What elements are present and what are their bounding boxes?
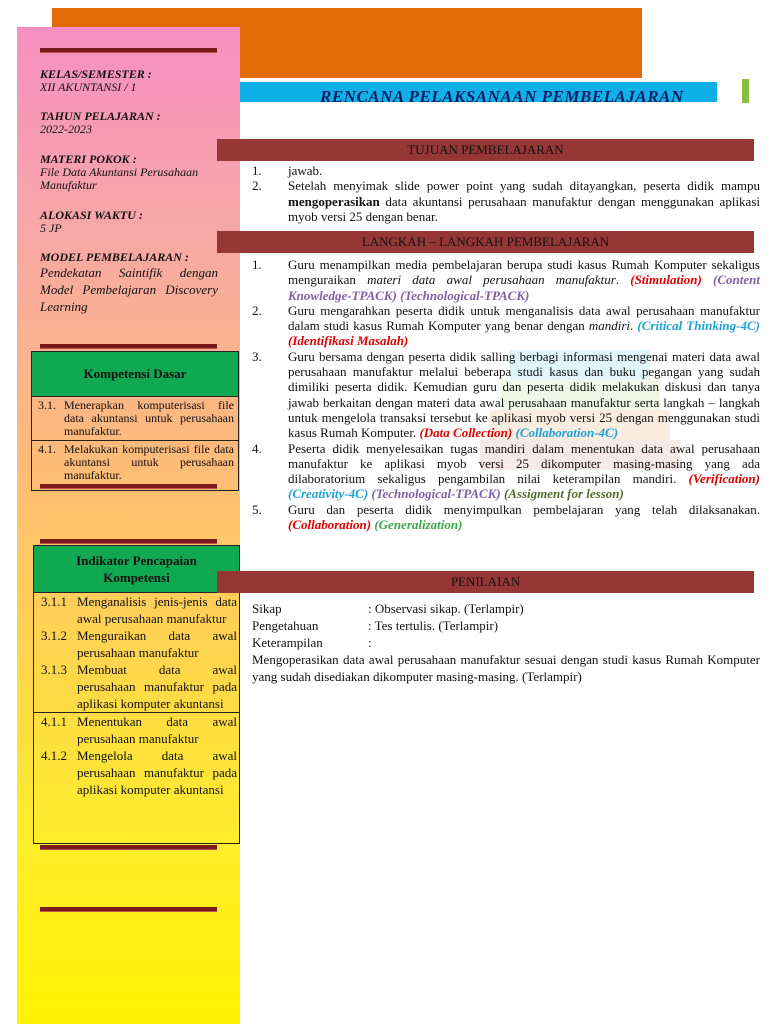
alokasi-value: 5 JP: [40, 221, 62, 235]
kelas-label: KELAS/SEMESTER :: [40, 67, 152, 81]
penilaian-note: Mengoperasikan data awal perusahaan manufaktur sesuai dengan studi kasus Rumah Komputer yang sudah disediakan dikomputer masing-masing. (Terlampir): [252, 652, 760, 684]
langkah-num: 5.: [252, 501, 262, 517]
indikator-text: Menentukan data awal perusahaan manufaktur: [77, 714, 237, 746]
kd-text: Melakukan komputerisasi file data akuntansi untuk perusahaan manufaktur.: [64, 442, 234, 482]
model-value: Pendekatan Saintifik dengan Model Pembelajaran Discovery Learning: [40, 265, 218, 314]
tag-label: (Creativity-4C): [288, 486, 369, 502]
kelas-value: XII AKUNTANSI / 1: [40, 80, 137, 94]
indikator-num: 3.1.3: [41, 662, 67, 677]
penilaian-value: : Tes tertulis. (Terlampir): [368, 618, 499, 633]
langkah-item: 2. Guru mengarahkan peserta didik untuk menganalisis data awal perusahaan manufaktur dalam studi kasus Rumah Komputer yang benar dengan mandiri. (Critical Thinking-4C) (Identifikasi Masalah): [252, 302, 760, 349]
kd-item: [32, 441, 238, 484]
indikator-item: [36, 713, 237, 747]
indikator-text: Menguraikan data awal perusahaan manufaktur: [77, 628, 237, 660]
materi-value: File Data Akuntansi Perusahaan Manufaktur: [40, 165, 199, 192]
kd-num: 4.1.: [38, 442, 56, 456]
penilaian-value: :: [368, 635, 372, 650]
tag-label: (Collaboration-4C): [515, 425, 619, 441]
tag-label: (Collaboration): [288, 517, 372, 533]
sidebar-divider: [40, 907, 217, 912]
tag-label: (Technological-TPACK): [371, 486, 501, 502]
tujuan-num: 1.: [252, 163, 262, 178]
penilaian-row: [252, 634, 760, 651]
indikator-item: [36, 593, 237, 627]
meta-tahun: [40, 110, 218, 136]
langkah-item: 4. Peserta didik menyelesaikan tugas mandiri dalam menentukan data awal perusahaan manufaktur ke aplikasi myob versi 25 dikomputer masing-masing yang ada dilaboratorium sekaligus pengambilan nilai keterampilan mandiri. (Verification) (Creativity-4C) (Technological-TPACK) (Assigment for lesson): [252, 440, 760, 502]
kd-item: [32, 397, 238, 441]
penilaian-row: [252, 600, 760, 617]
tujuan-keyword: mengoperasikan: [288, 193, 380, 209]
tag-label: (Verification): [688, 471, 760, 487]
indikator-group: [34, 713, 239, 798]
indikator-num: 3.1.2: [41, 628, 67, 643]
tag-label: (Critical Thinking-4C): [637, 318, 760, 334]
indikator-num: 4.1.2: [41, 748, 67, 763]
indikator-text: Menganalisis jenis-jenis data awal perusahaan manufaktur: [77, 594, 237, 626]
indikator-num: 4.1.1: [41, 714, 67, 729]
penilaian-key: Sikap: [252, 601, 282, 616]
sidebar-divider: [40, 539, 217, 544]
meta-materi: [40, 153, 218, 192]
tag-label: (Data Collection): [419, 425, 513, 441]
penilaian-value: : Observasi sikap. (Terlampir): [368, 601, 524, 616]
green-accent-mark: [742, 79, 749, 103]
tag-label: (Assigment for lesson): [503, 486, 624, 502]
title-bar: [240, 82, 717, 102]
tujuan-list: [252, 163, 760, 224]
indikator-group: [34, 593, 239, 713]
meta-alokasi: [40, 209, 218, 235]
tahun-label: TAHUN PELAJARAN :: [40, 109, 161, 123]
langkah-num: 4.: [252, 440, 262, 456]
alokasi-label: ALOKASI WAKTU :: [40, 208, 143, 222]
penilaian-key: Keterampilan: [252, 635, 323, 650]
indikator-text: Mengelola data awal perusahaan manufaktur pada aplikasi komputer akuntansi: [77, 748, 237, 797]
kompetensi-dasar-box: [31, 351, 239, 491]
tujuan-item: 2. Setelah menyimak slide power point yang sudah ditayangkan, peserta didik mampu mengoperasikan data akuntansi perusahaan manufaktur dengan menggunakan aplikasi myob versi 25 dengan benar.: [252, 178, 760, 224]
indikator-item: [36, 627, 237, 661]
sidebar-divider: [40, 845, 217, 850]
kompetensi-dasar-title: Kompetensi Dasar: [32, 352, 238, 397]
tag-label: (Stimulation): [630, 272, 702, 288]
langkah-list: [252, 257, 760, 532]
indikator-title: Indikator Pencapaian Kompetensi: [34, 546, 239, 593]
langkah-num: 2.: [252, 302, 262, 318]
tujuan-num: 2.: [252, 178, 262, 194]
penilaian-key: Pengetahuan: [252, 618, 319, 633]
langkah-header: LANGKAH – LANGKAH PEMBELAJARAN: [217, 231, 754, 253]
meta-model: [40, 251, 218, 315]
indikator-item: [36, 661, 237, 712]
indikator-text: Membuat data awal perusahaan manufaktur pada aplikasi komputer akuntansi: [77, 662, 237, 711]
penilaian-block: [252, 600, 760, 685]
langkah-item: 1. Guru menampilkan media pembelajaran berupa studi kasus Rumah Komputer sekaligus menguraikan materi data awal perusahaan manufaktur. (Stimulation) (Content Knowledge-TPACK) (Technological-TPACK): [252, 257, 760, 303]
tag-label: (Generalization): [374, 517, 463, 533]
materi-label: MATERI POKOK :: [40, 152, 137, 166]
document-title: RENCANA PELAKSANAAN PEMBELAJARAN: [320, 87, 684, 102]
langkah-item: 3. Guru bersama dengan peserta didik salling berbagi informasi mengenai materi data awal perusahaan manufaktur melalui beberapa studi kasus dan buku pegangan yang sudah dimiliki peserta didik. Kemudian guru dan peserta didik melakukan diskusi dan tanya jawab berkaitan dengan materi data awal perusahaan manufaktur serta langkah – langkah untuk mengelola transaksi tersebut ke aplikasi myob versi 25 dengan menggunakan studi kasus Rumah Komputer. (Data Collection) (Collaboration-4C): [252, 348, 760, 441]
sidebar-divider: [40, 48, 217, 53]
tujuan-text: jawab.: [288, 163, 323, 178]
tahun-value: 2022-2023: [40, 122, 92, 136]
tag-label: (Content Knowledge-TPACK): [288, 272, 760, 303]
langkah-num: 1.: [252, 257, 262, 272]
tujuan-item: [252, 163, 760, 178]
tujuan-header: TUJUAN PEMBELAJARAN: [217, 139, 754, 161]
indikator-item: [36, 747, 237, 798]
meta-kelas: [40, 68, 218, 94]
langkah-num: 3.: [252, 348, 262, 364]
kd-num: 3.1.: [38, 398, 56, 412]
penilaian-row: [252, 617, 760, 634]
sidebar-divider: [40, 344, 217, 349]
penilaian-header: PENILAIAN: [217, 571, 754, 593]
tag-label: (Identifikasi Masalah): [288, 333, 409, 349]
indikator-num: 3.1.1: [41, 594, 67, 609]
indikator-box: [33, 545, 240, 844]
tag-label: (Technological-TPACK): [400, 287, 530, 303]
model-label: MODEL PEMBELAJARAN :: [40, 250, 189, 264]
kd-text: Menerapkan komputerisasi file data akuntansi untuk perusahaan manufaktur.: [64, 398, 234, 438]
langkah-item: 5. Guru dan peserta didik menyimpulkan pembelajaran yang telah dilaksanakan. (Collaboration) (Generalization): [252, 501, 760, 533]
